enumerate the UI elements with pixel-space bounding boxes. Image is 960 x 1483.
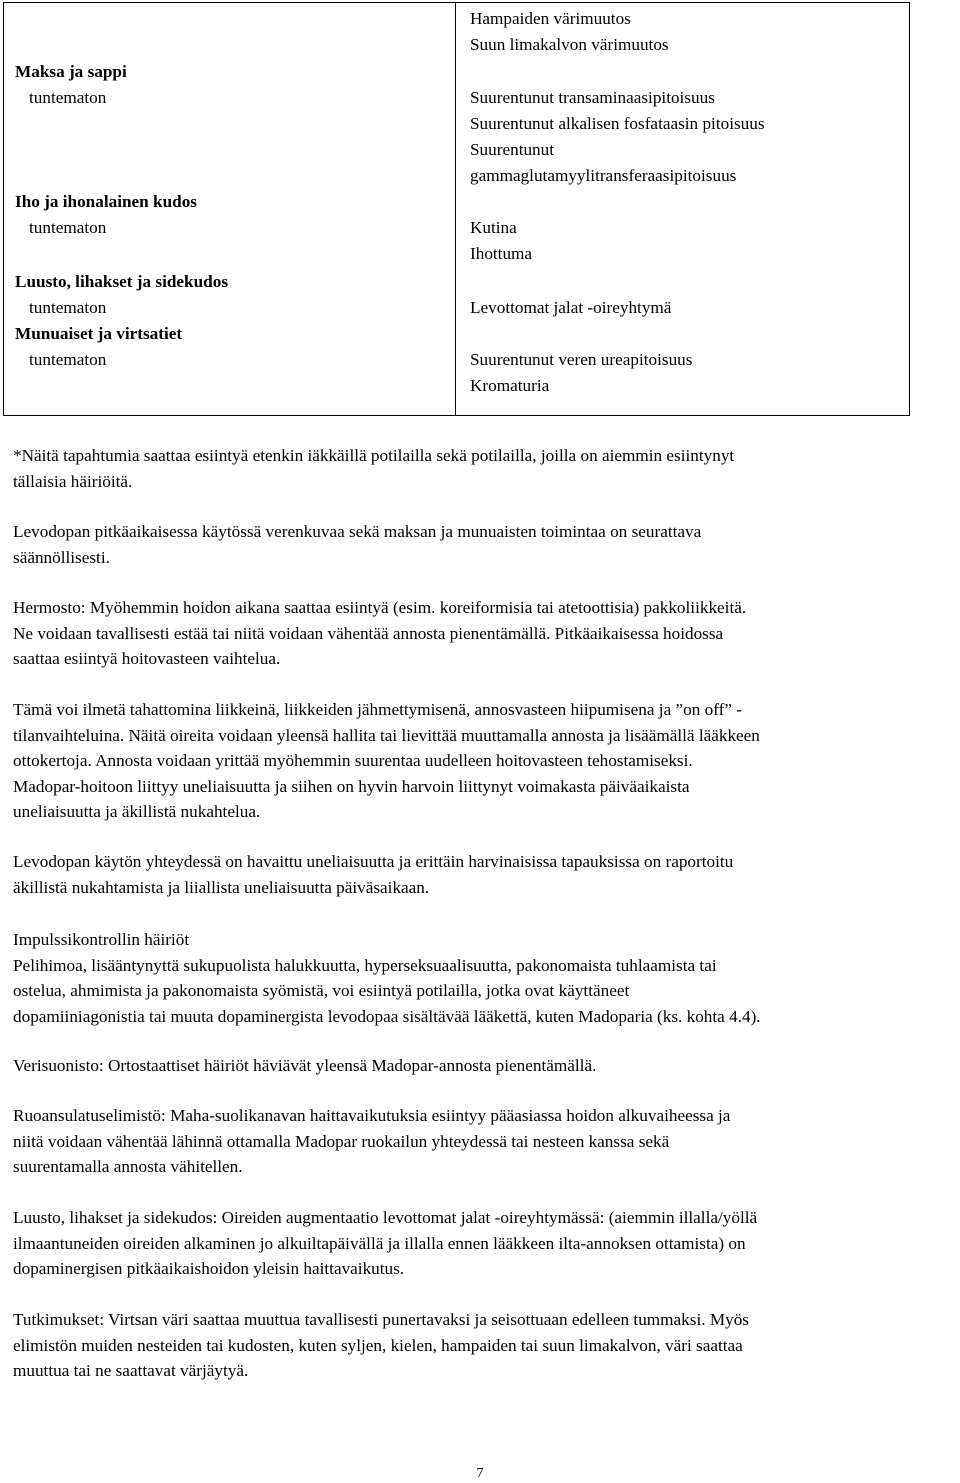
text-line: ilmaantuneiden oireiden alkaminen jo alkuiltapäivällä ja illalla ennen lääkkeen ilta-annoksen ottamista) on [13, 1233, 746, 1253]
musculoskeletal-paragraph [13, 1205, 955, 1282]
adverse-effect: gammaglutamyylitransferaasipitoisuus [470, 166, 737, 185]
text-line: muuttua tai ne saattavat värjäytyä. [13, 1361, 249, 1381]
text-line: tällaisia häiriöitä. [13, 471, 133, 491]
frequency-label: tuntematon [29, 350, 107, 369]
text-line: *Näitä tapahtumia saattaa esiintyä etenkin iäkkäillä potilailla sekä potilailla, joilla on aiemmin esiintynyt [13, 446, 735, 465]
investigations-paragraph [13, 1307, 955, 1384]
organ-class-heading: Iho ja ihonalainen kudos [15, 192, 197, 211]
text-line: äkillistä nukahtamista ja liiallista uneliaisuutta päiväsaikaan. [13, 877, 430, 897]
text-line: Luusto, lihakset ja sidekudos: Oireiden augmentaatio levottomat jalat -oireyhtymässä: (aiemmin illalla/yöllä [13, 1208, 758, 1227]
table-column-divider [455, 3, 456, 415]
adverse-effect: Hampaiden värimuutos [470, 9, 631, 28]
gastrointestinal-paragraph [13, 1103, 955, 1180]
adverse-effect: Suurentunut veren ureapitoisuus [470, 350, 693, 369]
text-line: tilanvaihteluina. Näitä oireita voidaan yleensä hallita tai lievittää muuttamalla annosta ja lisäämällä lääkkeen [13, 725, 760, 745]
text-line: säännöllisesti. [13, 547, 110, 567]
text-line: Ruoansulatuselimistö: Maha-suolikanavan haittavaikutuksia esiintyy pääasiassa hoidon alkuvaiheessa ja [13, 1106, 731, 1125]
text-line: ottokertoja. Annosta voidaan yrittää myöhemmin suurentaa uudelleen hoitovasteen tehostamiseksi. [13, 751, 693, 771]
text-line: saattaa esiintyä hoitovasteen vaihtelua. [13, 649, 281, 669]
organ-class-heading: Maksa ja sappi [15, 62, 127, 81]
organ-class-heading: Munuaiset ja virtsatiet [15, 324, 183, 343]
text-line: ostelua, ahmimista ja pakonomaista syömistä, voi esiintyä potilailla, jotka ovat käyttäneet [13, 981, 630, 1001]
frequency-label: tuntematon [29, 218, 107, 237]
text-line: suurentamalla annosta vähitellen. [13, 1157, 243, 1177]
text-line: Pelihimoa, lisääntynyttä sukupuolista halukkuutta, hyperseksuaalisuutta, pakonomaista tuhlaamista tai [13, 955, 717, 975]
text-line: Madopar-hoitoon liittyy uneliaisuutta ja siihen on hyvin harvoin liittynyt voimakasta päiväaikaista [13, 776, 690, 796]
text-line: dopamiiniagonistia tai muuta dopaminergista levodopaa sisältävää lääkettä, kuten Madoparia (ks. kohta 4.4). [13, 1006, 761, 1026]
text-line: niitä voidaan vähentää lähinnä ottamalla Madopar ruokailun yhteydessä tai nesteen kanssa sekä [13, 1131, 670, 1151]
adverse-effect: Suun limakalvon värimuutos [470, 35, 669, 54]
text-line: Impulssikontrollin häiriöt [13, 930, 190, 949]
text-line: uneliaisuutta ja äkillistä nukahtelua. [13, 802, 261, 822]
organ-class-heading: Luusto, lihakset ja sidekudos [15, 272, 229, 291]
text-line: Tämä voi ilmetä tahattomina liikkeinä, liikkeiden jähmettymisenä, annosvasteen hiipumisena ja ”on off” - [13, 700, 742, 719]
adverse-effect: Suurentunut [470, 140, 555, 159]
footnote-paragraph [13, 443, 955, 494]
frequency-label: tuntematon [29, 88, 107, 107]
somnolence-paragraph [13, 849, 955, 900]
adverse-effect: Ihottuma [470, 244, 533, 263]
monitoring-paragraph [13, 519, 955, 570]
text-line: elimistön muiden nesteiden tai kudosten, kuten syljen, kielen, hampaiden tai suun limakalvon, väri saattaa [13, 1335, 743, 1355]
adverse-effect: Levottomat jalat -oireyhtymä [470, 298, 672, 317]
text-line: Tutkimukset: Virtsan väri saattaa muuttua tavallisesti punertavaksi ja seisottuaan edelleen tummaksi. Myös [13, 1310, 749, 1329]
fluctuation-paragraph [13, 697, 955, 825]
text-line: Levodopan pitkäaikaisessa käytössä verenkuvaa sekä maksan ja munuaisten toimintaa on seurattava [13, 522, 702, 541]
text-line: Ne voidaan tavallisesti estää tai niitä voidaan vähentää annosta pienentämällä. Pitkäaikaisessa hoidossa [13, 623, 724, 643]
text-line: Hermosto: Myöhemmin hoidon aikana saattaa esiintyä (esim. koreiformisia tai atetoottisia) pakkoliikkeitä. [13, 598, 747, 617]
adverse-effect: Suurentunut alkalisen fosfataasin pitoisuus [470, 114, 765, 133]
text-line: dopaminergisen pitkäaikaishoidon yleisin haittavaikutus. [13, 1259, 405, 1279]
nervous-system-paragraph [13, 595, 955, 672]
adverse-effects-table [3, 2, 910, 416]
adverse-effect: Kromaturia [470, 376, 550, 395]
vascular-paragraph [13, 1053, 955, 1079]
text-line: Levodopan käytön yhteydessä on havaittu uneliaisuutta ja erittäin harvinaisissa tapauksissa on raportoitu [13, 852, 734, 871]
adverse-effect: Suurentunut transaminaasipitoisuus [470, 88, 715, 107]
impulse-control-paragraph [13, 927, 955, 1029]
adverse-effect: Kutina [470, 218, 517, 237]
frequency-label: tuntematon [29, 298, 107, 317]
page-number: 7 [476, 1466, 484, 1481]
text-line: Verisuonisto: Ortostaattiset häiriöt häviävät yleensä Madopar-annosta pienentämällä. [13, 1056, 597, 1075]
